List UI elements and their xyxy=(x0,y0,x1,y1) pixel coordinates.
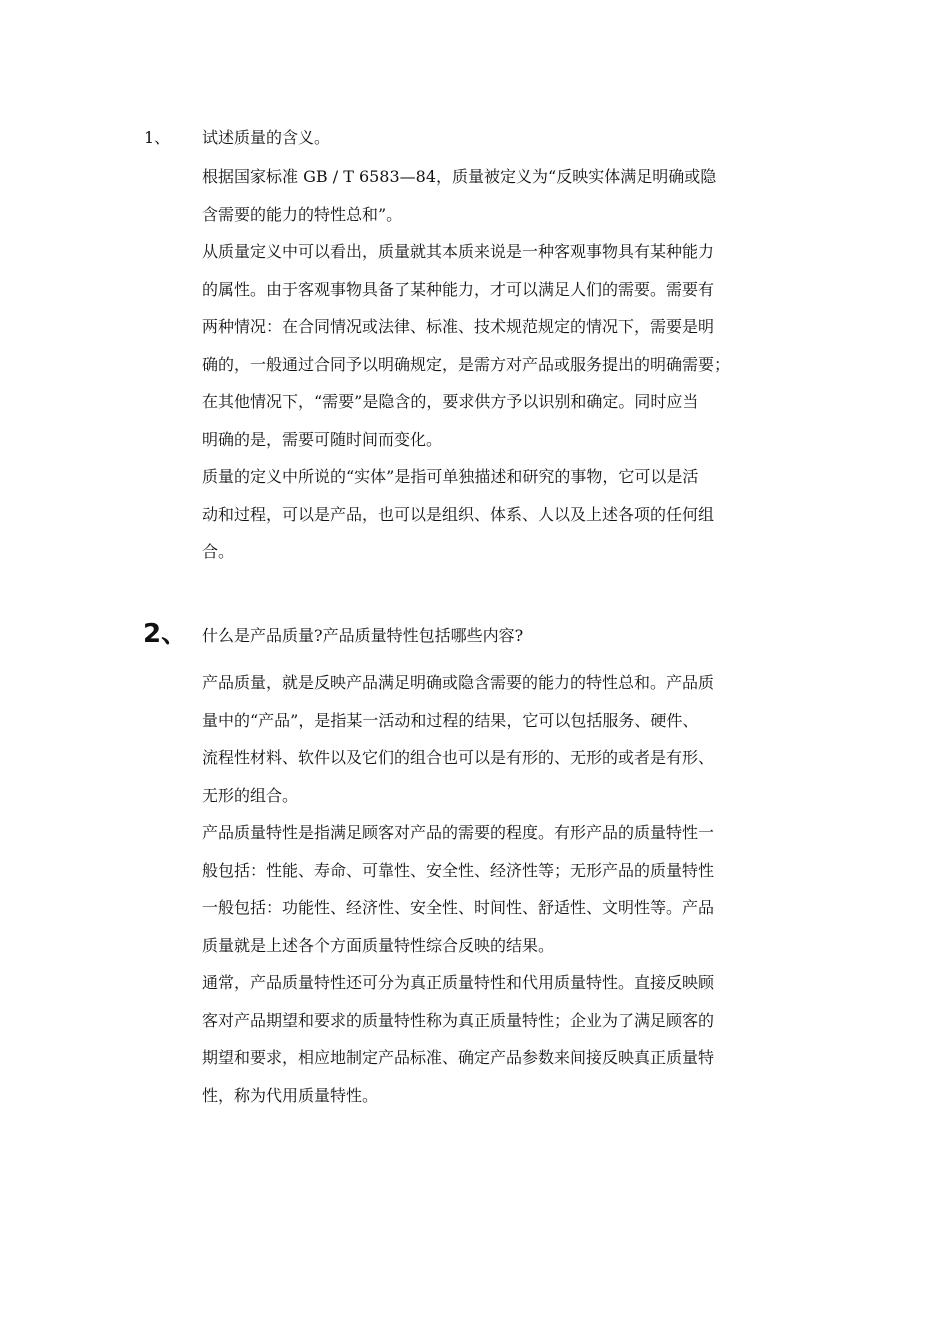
text-line: 质量的定义中所说的“实体”是指可单独描述和研究的事物，它可以是活 xyxy=(202,467,699,486)
text-line: 流程性材料、软件以及它们的组合也可以是有形的、无形的或者是有形、 xyxy=(202,748,715,767)
text-line: 量中的“产品”，是指某一活动和过程的结果，它可以包括服务、硬件、 xyxy=(202,710,699,730)
text-line: 客对产品期望和要求的质量特性称为真正质量特性；企业为了满足顾客的 xyxy=(202,1010,715,1030)
text-line: 动和过程，可以是产品，也可以是组织、体系、人以及上述各项的任何组 xyxy=(202,504,715,524)
text-line: 般包括：性能、寿命、可靠性、安全性、经济性等；无形产品的质量特性 xyxy=(202,860,715,880)
answer-2 xyxy=(202,664,812,1114)
text-line: 无形的组合。 xyxy=(202,785,299,805)
text-line: 的属性。由于客观事物具备了某种能力，才可以满足人们的需要。需要有 xyxy=(202,279,715,299)
question-title: 试述质量的含义。 xyxy=(202,128,331,147)
answer-paragraph xyxy=(202,814,812,964)
text-line: 产品质量特性是指满足顾客对产品的需要的程度。有形产品的质量特性一 xyxy=(202,823,715,842)
text-line: 两种情况：在合同情况或法律、标准、技术规范规定的情况下，需要是明 xyxy=(202,317,715,336)
text-line: 根据国家标准 GB / T 6583—84，质量被定义为“反映实体满足明确或隐 xyxy=(202,167,717,186)
text-line: 在其他情况下，“需要”是隐含的，要求供方予以识别和确定。同时应当 xyxy=(202,392,699,411)
text-line: 合。 xyxy=(202,542,235,561)
text-line: 一般包括：功能性、经济性、安全性、时间性、舒适性、文明性等。产品 xyxy=(202,898,715,917)
answer-paragraph xyxy=(202,233,812,458)
answer-paragraph xyxy=(202,458,812,571)
text-line: 通常，产品质量特性还可分为真正质量特性和代用质量特性。直接反映顾 xyxy=(202,973,715,992)
question-title: 什么是产品质量?产品质量特性包括哪些内容? xyxy=(202,626,524,645)
answer-paragraph xyxy=(202,158,812,233)
text-line: 明确的是，需要可随时间而变化。 xyxy=(202,429,443,449)
text-line: 期望和要求，相应地制定产品标准、确定产品参数来间接反映真正质量特 xyxy=(202,1048,715,1067)
text-line: 性，称为代用质量特性。 xyxy=(202,1085,379,1105)
text-line: 从质量定义中可以看出，质量就其本质来说是一种客观事物具有某种能力 xyxy=(202,242,715,261)
text-line: 产品质量，就是反映产品满足明确或隐含需要的能力的特性总和。产品质 xyxy=(202,673,715,692)
answer-1 xyxy=(202,158,812,571)
answer-paragraph xyxy=(202,964,812,1114)
question-number: 1、 xyxy=(144,128,171,147)
question-number: 2、 xyxy=(143,619,188,649)
text-line: 确的，一般通过合同予以明确规定，是需方对产品或服务提出的明确需要； xyxy=(202,354,731,374)
text-line: 质量就是上述各个方面质量特性综合反映的结果。 xyxy=(202,935,555,955)
answer-paragraph xyxy=(202,664,812,814)
text-line: 含需要的能力的特性总和”。 xyxy=(202,204,403,224)
